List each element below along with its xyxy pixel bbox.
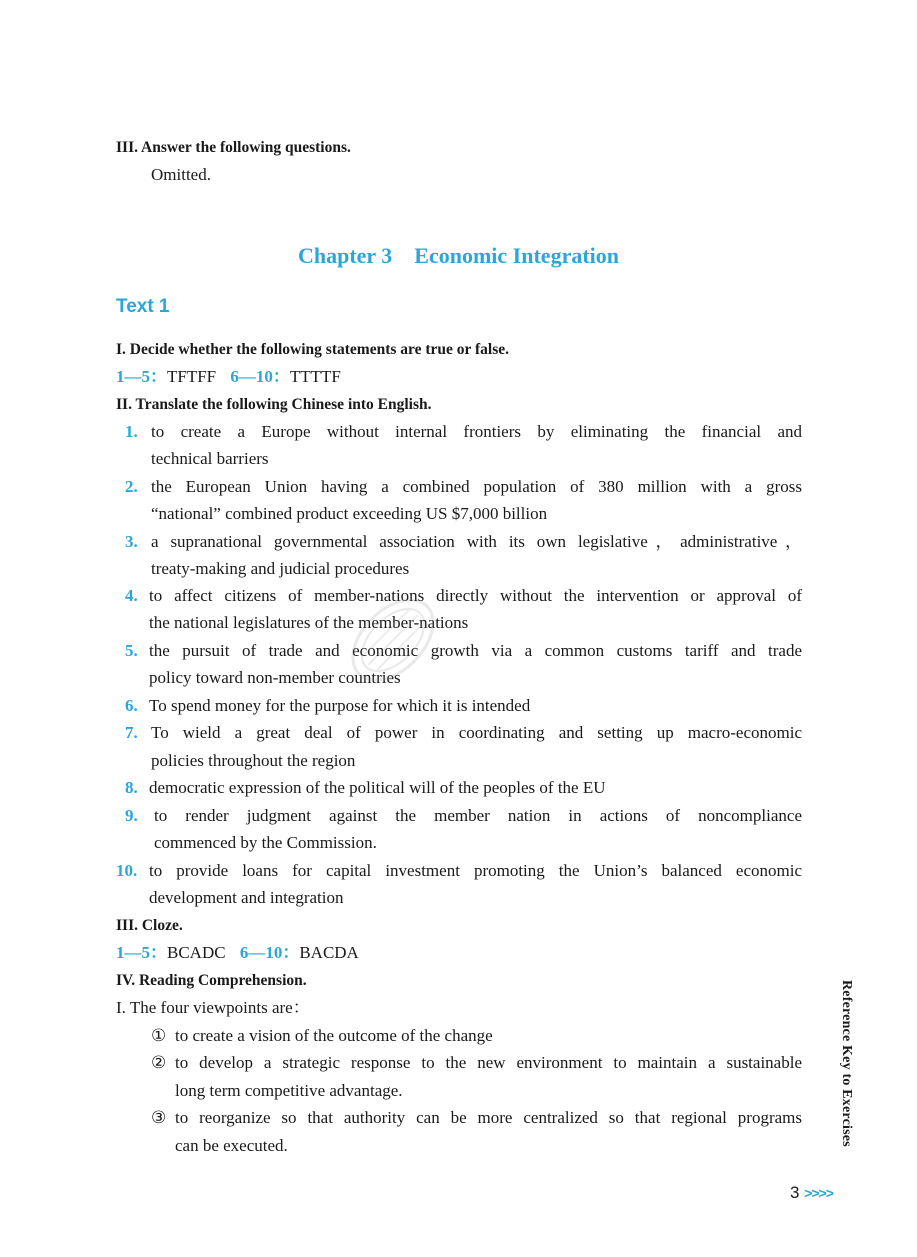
- viewpoint-text: to reorganize so that authority can be more centralized so that regional programs: [175, 1108, 802, 1127]
- part1-heading: I. Decide whether the following statements are true or false.: [116, 341, 510, 358]
- part4-intro: I. The four viewpoints are：: [116, 998, 310, 1017]
- part3-answers-1: BCADC: [167, 943, 226, 962]
- part2-heading: II. Translate the following Chinese into English.: [116, 396, 432, 413]
- sidebar-label: Reference Key to Exercises: [839, 980, 854, 1147]
- translation-item-text-cont: policies throughout the region: [151, 751, 356, 770]
- translation-item-text-cont: commenced by the Commission.: [154, 833, 377, 852]
- chapter-title: Chapter 3 Economic Integration: [297, 243, 620, 268]
- part3-range-1: 1—5：: [116, 943, 167, 962]
- viewpoint-text: to develop a strategic response to the new environment to maintain a sustainable: [175, 1053, 802, 1072]
- translation-item-text: To spend money for the purpose for which it is intended: [149, 696, 531, 715]
- viewpoint-marker: ①: [151, 1026, 167, 1045]
- translation-item-text: democratic expression of the political will of the peoples of the EU: [149, 778, 606, 797]
- part3-answers-2: BACDA: [299, 943, 359, 962]
- translation-item-text-cont: the national legislatures of the member-nations: [149, 613, 469, 632]
- translation-item-text: a supranational governmental association with its own legislative，administrative，: [151, 532, 802, 551]
- viewpoint-marker: ②: [151, 1053, 167, 1072]
- translation-item-text-cont: technical barriers: [151, 449, 269, 468]
- translation-item-text-cont: treaty-making and judicial procedures: [151, 559, 410, 578]
- translation-item-number: 8.: [125, 778, 138, 797]
- translation-item-number: 7.: [125, 723, 138, 742]
- translation-item-text: to render judgment against the member nation in actions of noncompliance: [154, 806, 802, 825]
- translation-item-text: to provide loans for capital investment promoting the Union’s balanced economic: [149, 861, 802, 880]
- translation-item-number: 3.: [125, 532, 138, 551]
- translation-item-number: 10.: [116, 861, 138, 880]
- translation-item-text: the European Union having a combined population of 380 million with a gross: [151, 477, 802, 496]
- translation-item-text: to affect citizens of member-nations directly without the intervention or approval of: [149, 586, 802, 605]
- part1-range-1: 1—5：: [116, 367, 167, 386]
- part4-heading: IV. Reading Comprehension.: [116, 972, 307, 989]
- translation-item-number: 2.: [125, 477, 138, 496]
- part3-range-2: 6—10：: [239, 943, 300, 962]
- part3-heading: III. Cloze.: [116, 917, 183, 934]
- viewpoint-text-cont: can be executed.: [175, 1136, 288, 1155]
- text1-title: Text 1: [116, 296, 170, 317]
- part1-answers: [116, 366, 341, 388]
- page-number: [790, 1183, 833, 1203]
- page-number-value: 3: [790, 1183, 800, 1202]
- part1-answers-1: TFTFF: [167, 367, 217, 386]
- page-arrows-icon: >>>>: [804, 1185, 833, 1201]
- translation-item-text-cont: policy toward non-member countries: [149, 668, 401, 687]
- translation-item-number: 5.: [125, 641, 138, 660]
- viewpoint-text-cont: long term competitive advantage.: [175, 1081, 403, 1100]
- part1-range-2: 6—10：: [230, 367, 290, 386]
- translation-item-number: 1.: [125, 422, 138, 441]
- section3-number: III.: [116, 139, 138, 156]
- translation-item-text: the pursuit of trade and economic growth via a common customs tariff and trade: [149, 641, 802, 660]
- part3-answers: [116, 942, 359, 964]
- part1-answers-2: TTTTF: [289, 367, 341, 386]
- viewpoint-text: to create a vision of the outcome of the change: [175, 1026, 493, 1045]
- translation-item-text-cont: development and integration: [149, 888, 344, 907]
- translation-item-text: to create a Europe without internal frontiers by eliminating the financial and: [151, 422, 802, 441]
- translation-item-number: 6.: [125, 696, 138, 715]
- section3-heading-text: Answer the following questions.: [141, 139, 351, 156]
- section3-answer: Omitted.: [151, 165, 211, 184]
- viewpoint-marker: ③: [151, 1108, 167, 1127]
- translation-item-number: 9.: [125, 806, 138, 825]
- translation-item-text-cont: “national” combined product exceeding US $7,000 billion: [151, 504, 548, 523]
- translation-item-text: To wield a great deal of power in coordinating and setting up macro-economic: [151, 723, 802, 742]
- translation-item-number: 4.: [125, 586, 138, 605]
- section3-heading: [116, 137, 351, 159]
